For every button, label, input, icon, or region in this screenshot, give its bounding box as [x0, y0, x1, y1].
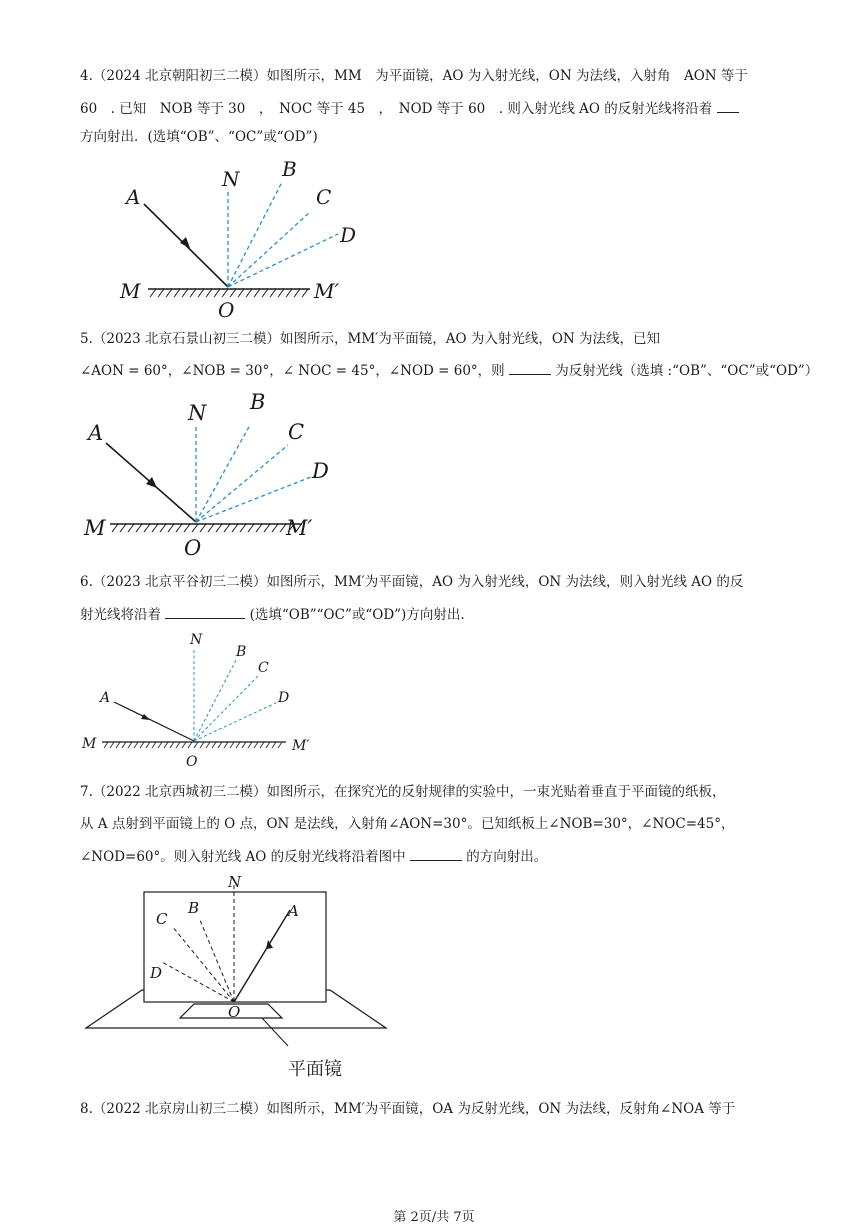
q6-line-2a: 射光线将沿着: [80, 607, 161, 623]
q6-label-b: B: [236, 644, 247, 660]
q7-line-1: 7.（2022 北京西城初三二模）如图所示，在探究光的反射规律的实验中，一束光贴着垂直于平面镜的纸板，: [80, 784, 726, 800]
q5-label-d: D: [312, 459, 329, 483]
q7-line-3b: 的方向射出。: [466, 849, 548, 865]
q5-figure: [80, 385, 340, 565]
q7-line-3: [80, 846, 547, 866]
q6-line-2b: (选填“OB”“OC”或“OD”)方向射出.: [249, 607, 465, 623]
q7-mirror-pointer: [262, 1018, 288, 1046]
q4-label-o: O: [218, 298, 235, 322]
q6-line-2: [80, 604, 465, 624]
q4-line-3: 方向射出．(选填“OB”、“OC”或“OD”): [80, 129, 318, 145]
q6-label-m: M: [82, 736, 97, 752]
q6-figure: [78, 628, 328, 770]
q4-label-b: B: [282, 157, 297, 181]
q5-line-2b: 为反射光线（选填 :“OB”、“OC”或“OD”）: [555, 363, 819, 379]
q7-label-a: A: [288, 902, 299, 920]
q6-label-o: O: [186, 754, 198, 770]
q4-label-d: D: [340, 223, 357, 247]
q8-line-1: 8.（2022 北京房山初三二模）如图所示，MM′为平面镜，OA 为反射光线，ON 为法线，反射角∠NOA 等于: [80, 1101, 736, 1117]
q6-label-n: N: [190, 632, 203, 648]
q7-label-d: D: [150, 964, 163, 982]
q6-label-mprime: M′: [292, 738, 310, 754]
q4-line-2: [80, 98, 739, 118]
q4-arrow-icon: [180, 237, 190, 248]
q7-line-2: 从 A 点射到平面镜上的 O 点，ON 是法线，入射角∠AON=30°。已知纸板上∠NOB=30°，∠NOC=45°，: [80, 816, 735, 832]
q5-label-o: O: [184, 536, 202, 560]
q6-label-d: D: [278, 690, 290, 706]
q7-figure: [82, 870, 392, 1085]
q7-label-c: C: [156, 910, 168, 928]
q7-label-b: B: [188, 899, 200, 917]
q4-label-m: M: [120, 279, 141, 303]
q7-answer-blank[interactable]: [410, 846, 462, 861]
q6-incident-ray: [114, 702, 194, 741]
q5-answer-blank[interactable]: [509, 360, 551, 375]
q6-label-c: C: [258, 660, 269, 676]
q6-label-a: A: [100, 690, 111, 706]
q7-line-3a: ∠NOD=60°。则入射光线 AO 的反射光线将沿着图中: [80, 849, 406, 865]
q7-mirror-label: 平面镜: [288, 1059, 342, 1080]
q7-label-o: O: [228, 1003, 241, 1021]
q5-label-c: C: [288, 420, 305, 444]
q4-answer-blank[interactable]: [717, 98, 739, 113]
q7-label-n: N: [228, 873, 242, 891]
q5-label-mprime: M′: [286, 516, 313, 540]
q4-label-c: C: [316, 185, 332, 209]
q5-label-n: N: [188, 401, 207, 425]
q5-line-2a: ∠AON = 60°，∠NOB = 30°，∠ NOC = 45°，∠NOD = 60°，则: [80, 363, 505, 379]
q5-label-m: M: [84, 516, 106, 540]
q5-line-1: 5.（2023 北京石景山初三二模）如图所示，MM′为平面镜，AO 为入射光线，ON 为法线，已知: [80, 331, 661, 347]
q5-line-2: [80, 360, 818, 380]
q6-answer-blank[interactable]: [165, 604, 245, 619]
q5-label-b: B: [250, 390, 266, 414]
q4-label-mprime: M′: [314, 279, 340, 303]
q4-line-1: 4.（2024 北京朝阳初三二模）如图所示，MM 为平面镜，AO 为入射光线，ON 为法线，入射角 AON 等于: [80, 68, 748, 84]
q4-label-a: A: [126, 185, 141, 209]
q4-label-n: N: [222, 167, 240, 191]
page-footer: 第 2页/共 7页: [393, 1210, 475, 1225]
q4-figure: [110, 152, 370, 322]
q6-line-1: 6.（2023 北京平谷初三二模）如图所示，MM′为平面镜，AO 为入射光线，ON 为法线，则入射光线 AO 的反: [80, 574, 744, 590]
q6-arrow-icon: [141, 714, 150, 720]
q5-label-a: A: [88, 421, 104, 445]
q4-line-2-text: 60 . 已知 NOB 等于 30 ， NOC 等于 45 ， NOD 等于 60 . 则入射光线 AO 的反射光线将沿着: [80, 101, 713, 117]
